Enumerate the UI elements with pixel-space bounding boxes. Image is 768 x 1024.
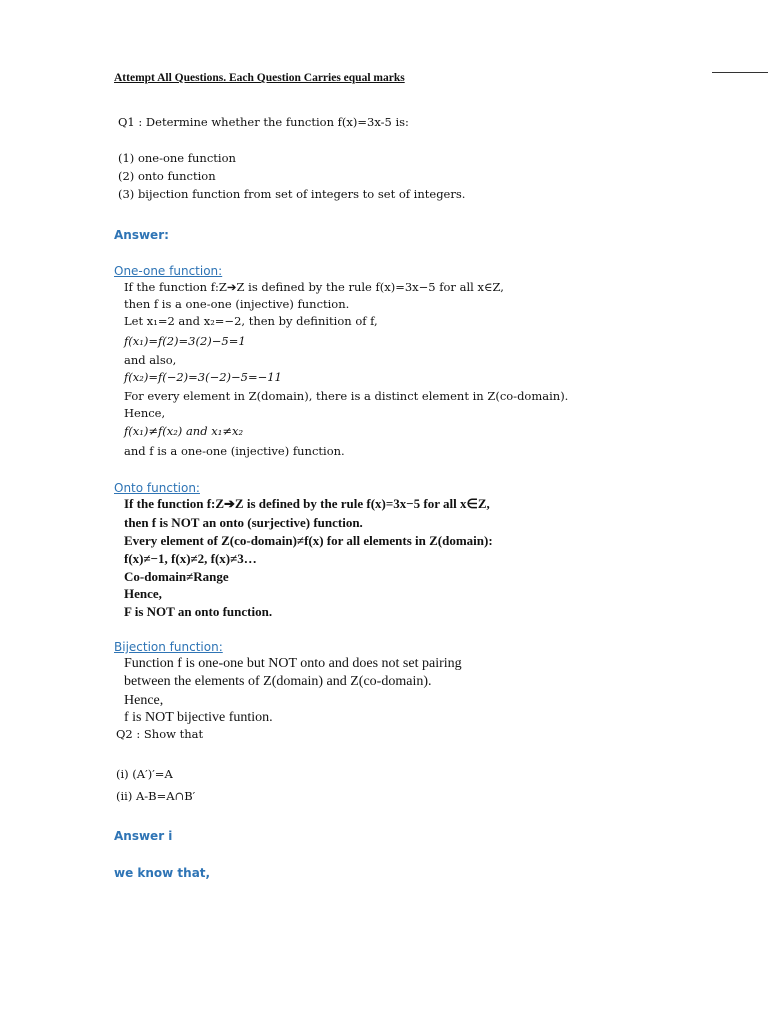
q1-option-3: (3) bijection function from set of integers to set of integers. <box>118 187 466 201</box>
top-rule <box>712 72 768 73</box>
one-one-line-7: For every element in Z(domain), there is a distinct element in Z(co-domain). <box>124 389 569 403</box>
onto-line-5: Co-domain≠Range <box>124 569 229 584</box>
one-one-line-2: then f is a one-one (injective) function. <box>124 297 350 311</box>
one-one-line-10: and f is a one-one (injective) function. <box>124 444 345 458</box>
one-one-line-5: and also, <box>124 353 177 367</box>
q2-item-1: (i) (A′)′=A <box>116 767 173 781</box>
page-heading: Attempt All Questions. Each Question Carries equal marks <box>114 72 405 84</box>
bijection-line-4: f is NOT bijective funtion. <box>124 710 273 725</box>
q1-title: Q1 : Determine whether the function f(x)=3x-5 is: <box>118 115 409 129</box>
bijection-line-1: Function f is one-one but NOT onto and does not set pairing <box>124 656 462 671</box>
onto-line-6: Hence, <box>124 586 162 601</box>
one-one-line-1: If the function f:Z➔Z is defined by the rule f(x)=3x−5 for all x∈Z, <box>124 280 504 294</box>
onto-line-2: then f is NOT an onto (surjective) function. <box>124 515 363 530</box>
one-one-line-3: Let x₁=2 and x₂=−2, then by definition of f, <box>124 314 378 328</box>
onto-line-7: F is NOT an onto function. <box>124 604 273 619</box>
bijection-heading: Bijection function: <box>114 640 223 654</box>
answer-label: Answer: <box>114 228 169 242</box>
onto-heading: Onto function: <box>114 481 200 495</box>
bijection-line-2: between the elements of Z(domain) and Z(co-domain). <box>124 674 432 689</box>
q2-item-2: (ii) A-B=A∩B′ <box>116 789 196 803</box>
answer-i-label: Answer i <box>114 829 173 843</box>
one-one-heading: One-one function: <box>114 264 223 278</box>
q1-option-1: (1) one-one function <box>118 151 236 165</box>
one-one-line-8: Hence, <box>124 406 166 420</box>
onto-line-4: f(x)≠−1, f(x)≠2, f(x)≠3… <box>124 551 257 566</box>
q1-option-2: (2) onto function <box>118 169 216 183</box>
bijection-line-3: Hence, <box>124 693 164 708</box>
one-one-line-6: f(x₂)=f(−2)=3(−2)−5=−11 <box>124 370 282 384</box>
onto-line-3: Every element of Z(co-domain)≠f(x) for all elements in Z(domain): <box>124 533 493 548</box>
one-one-line-9: f(x₁)≠f(x₂) and x₁≠x₂ <box>124 424 244 438</box>
onto-line-1: If the function f:Z➔Z is defined by the rule f(x)=3x−5 for all x∈Z, <box>124 496 490 511</box>
q2-title: Q2 : Show that <box>116 727 204 741</box>
we-know-that: we know that, <box>114 866 211 880</box>
one-one-line-4: f(x₁)=f(2)=3(2)−5=1 <box>124 334 246 348</box>
